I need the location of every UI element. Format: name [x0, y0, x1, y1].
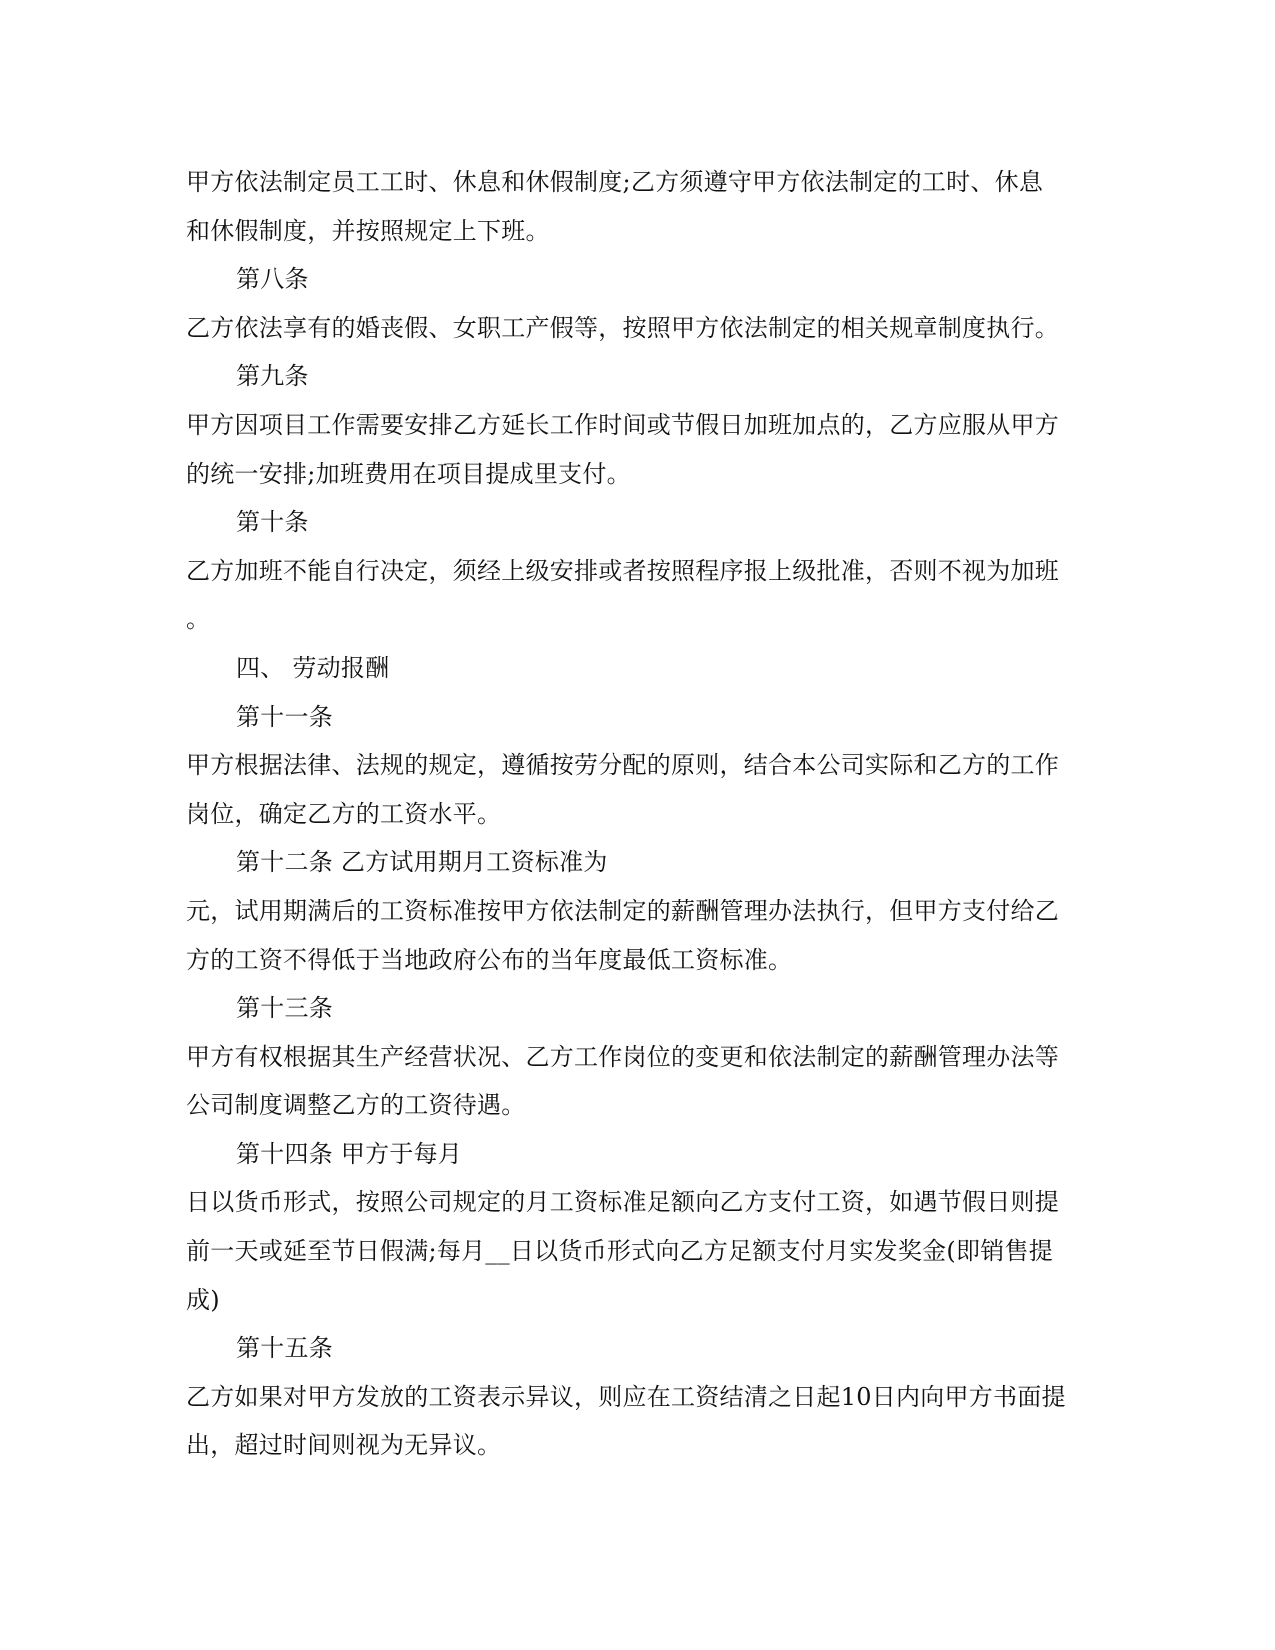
- paragraph-line: 乙方加班不能自行决定，须经上级安排或者按照程序报上级批准，否则不视为加班: [186, 556, 1059, 585]
- article-heading-line: 第十五条: [236, 1334, 333, 1363]
- article-heading-line: 四、 劳动报酬: [236, 653, 390, 682]
- paragraph-line: 。: [186, 605, 211, 634]
- paragraph-line: 甲方根据法律、法规的规定，遵循按劳分配的原则，结合本公司实际和乙方的工作: [186, 751, 1059, 780]
- paragraph-line: 方的工资不得低于当地政府公布的当年度最低工资标准。: [186, 945, 793, 974]
- document-body: [186, 158, 1086, 1470]
- paragraph-line: 出，超过时间则视为无异议。: [186, 1431, 502, 1460]
- paragraph-line: 乙方依法享有的婚丧假、女职工产假等，按照甲方依法制定的相关规章制度执行。: [186, 313, 1059, 342]
- paragraph-line: 前一天或延至节日假满;每月__日以货币形式向乙方足额支付月实发奖金(即销售提: [186, 1237, 1053, 1266]
- article-heading-line: 第十四条 甲方于每月: [236, 1139, 463, 1168]
- article-heading-line: 第十三条: [236, 994, 333, 1023]
- paragraph-line: 公司制度调整乙方的工资待遇。: [186, 1091, 526, 1120]
- paragraph-line: 甲方因项目工作需要安排乙方延长工作时间或节假日加班加点的，乙方应服从甲方: [186, 410, 1059, 439]
- article-heading-line: 第八条: [236, 265, 309, 294]
- article-heading-line: 第十条: [236, 508, 309, 537]
- paragraph-line: 甲方依法制定员工工时、休息和休假制度;乙方须遵守甲方依法制定的工时、休息: [186, 168, 1044, 196]
- article-heading-line: 第十一条: [236, 702, 333, 731]
- paragraph-line: 岗位，确定乙方的工资水平。: [186, 799, 502, 828]
- paragraph-line: 元，试用期满后的工资标准按甲方依法制定的薪酬管理办法执行，但甲方支付给乙: [186, 896, 1059, 925]
- paragraph-line: 日以货币形式，按照公司规定的月工资标准足额向乙方支付工资，如遇节假日则提: [186, 1188, 1059, 1217]
- article-heading-line: 第十二条 乙方试用期月工资标准为: [236, 848, 608, 877]
- paragraph-line: 甲方有权根据其生产经营状况、乙方工作岗位的变更和依法制定的薪酬管理办法等: [186, 1042, 1059, 1071]
- article-heading-line: 第九条: [236, 362, 309, 391]
- paragraph-line: 乙方如果对甲方发放的工资表示异议，则应在工资结清之日起10日内向甲方书面提: [186, 1382, 1066, 1411]
- paragraph-line: 成): [186, 1285, 220, 1314]
- paragraph-line: 的统一安排;加班费用在项目提成里支付。: [186, 459, 631, 488]
- paragraph-line: 和休假制度，并按照规定上下班。: [186, 216, 550, 245]
